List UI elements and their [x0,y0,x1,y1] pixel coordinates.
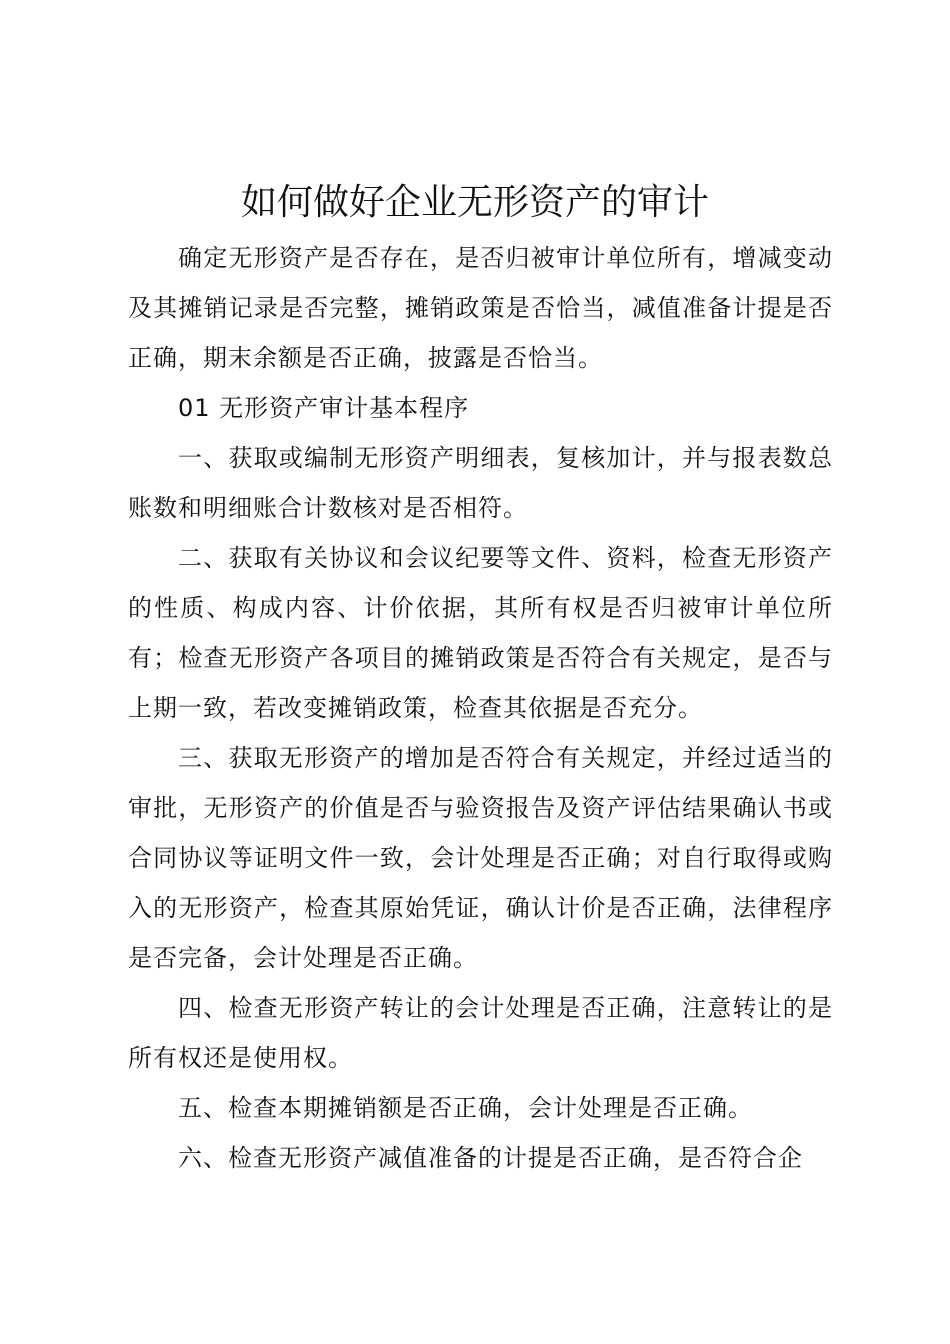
document-title: 如何做好企业无形资产的审计 [240,182,709,223]
paragraph-intro: 确定无形资产是否存在，是否归被审计单位所有，增减变动及其摊销记录是否完整，摊销政策是否恰当，减值准备计提是否正确，期末余额是否正确，披露是否恰当。 [128,244,833,372]
paragraph-step-3: 三、获取无形资产的增加是否符合有关规定，并经过适当的审批，无形资产的价值是否与验资报告及资产评估结果确认书或合同协议等证明文件一致，会计处理是否正确；对自行取得或购入的无形资产，检查其原始凭证，确认计价是否正确，法律程序是否完备，会计处理是否正确。 [128,744,833,972]
paragraph-step-6: 六、检查无形资产减值准备的计提是否正确，是否符合企 [178,1144,803,1172]
paragraph-step-2: 二、获取有关协议和会议纪要等文件、资料，检查无形资产的性质、构成内容、计价依据，其所有权是否归被审计单位所有；检查无形资产各项目的摊销政策是否符合有关规定，是否与上期一致，若改变摊销政策，检查其依据是否充分。 [128,544,833,722]
section-heading: 01 无形资产审计基本程序 [178,394,470,422]
paragraph-step-5: 五、检查本期摊销额是否正确，会计处理是否正确。 [178,1094,753,1122]
paragraph-step-1: 一、获取或编制无形资产明细表，复核加计，并与报表数总账数和明细账合计数核对是否相符。 [128,444,833,522]
document-body [128,233,833,1183]
paragraph-step-4: 四、检查无形资产转让的会计处理是否正确，注意转让的是所有权还是使用权。 [128,994,833,1072]
